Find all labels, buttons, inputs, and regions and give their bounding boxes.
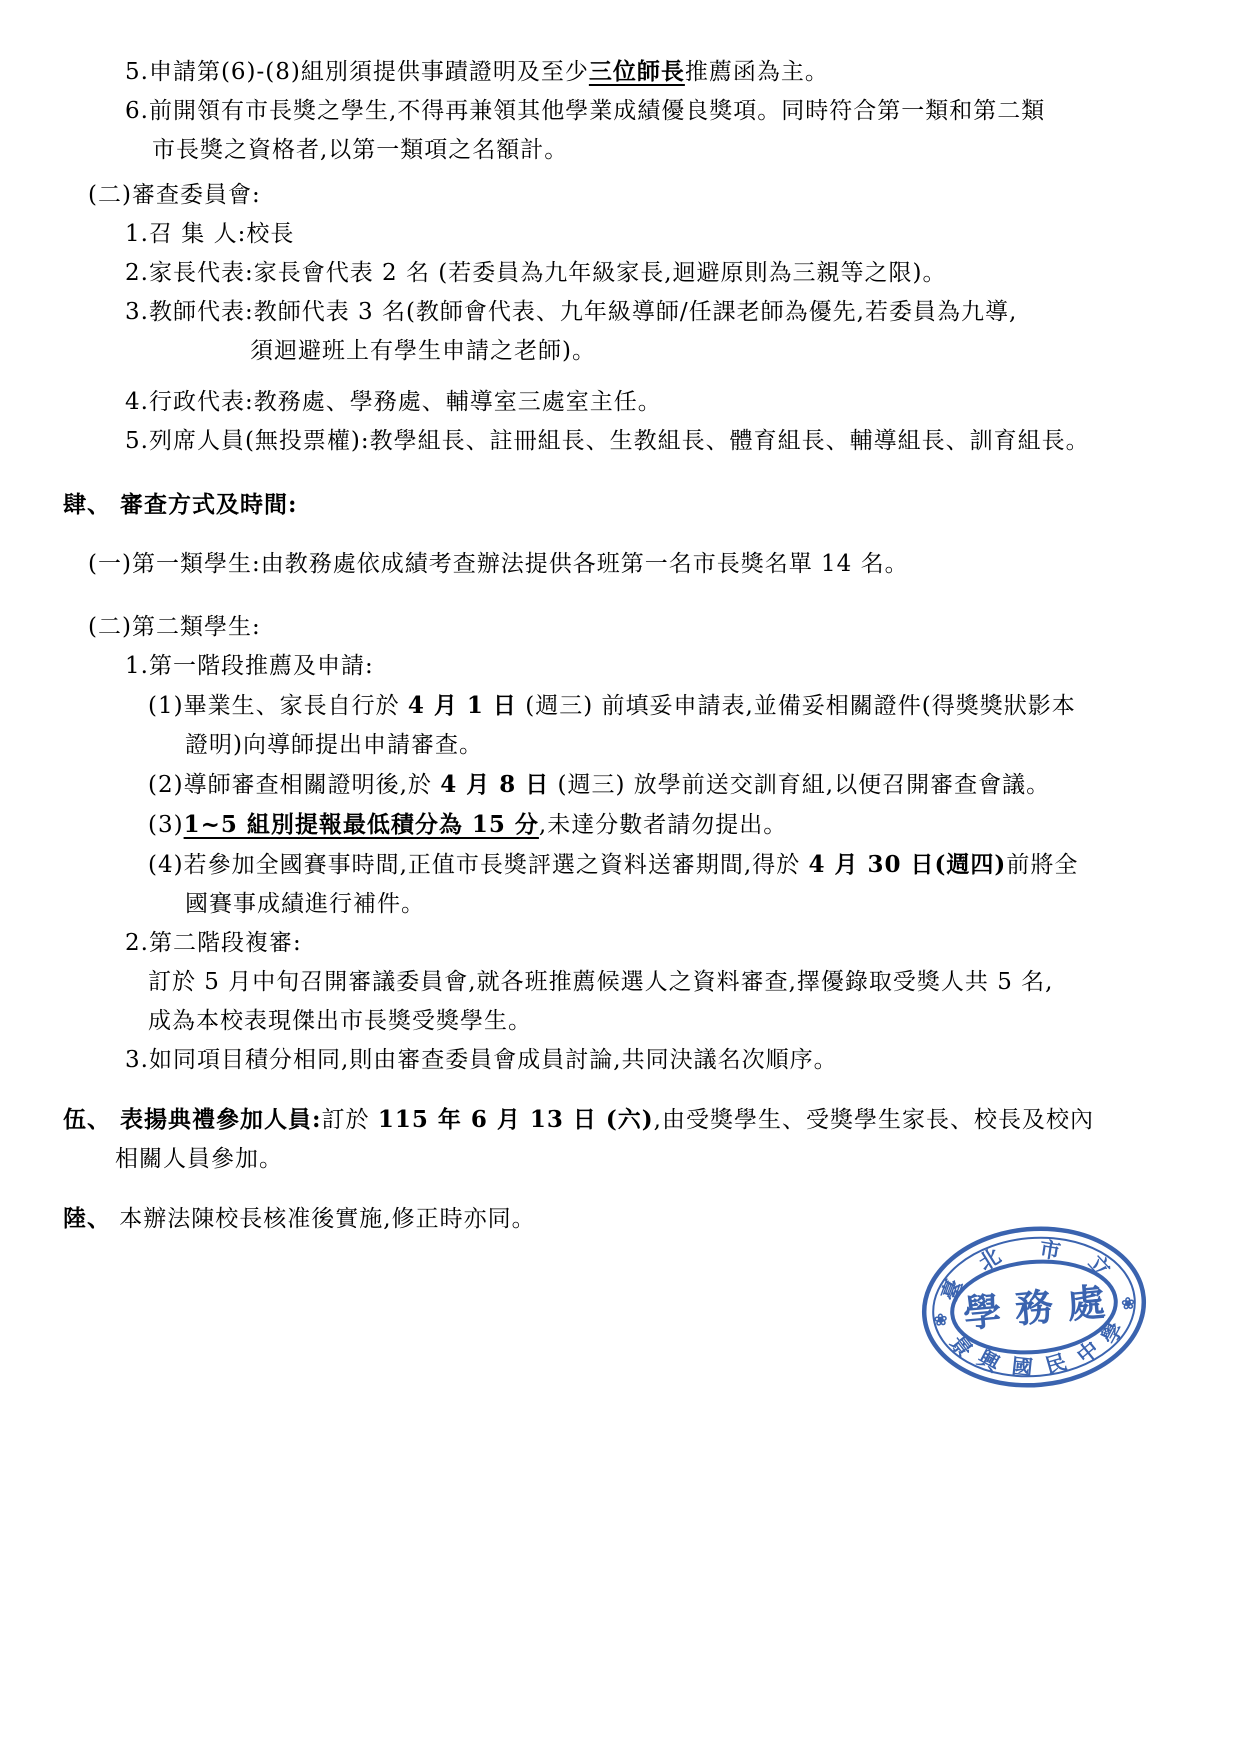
svg-text:市: 市 bbox=[1037, 1235, 1063, 1264]
svg-text:北: 北 bbox=[973, 1243, 1005, 1276]
date-text: 115 年 6 月 13 日 (六) bbox=[377, 1106, 654, 1133]
svg-text:興: 興 bbox=[973, 1344, 1005, 1377]
stage-2-detail-continuation bbox=[0, 1002, 1241, 1041]
text-segment: 本辦法陳校長核准後實施,修正時亦同。 bbox=[111, 1206, 536, 1232]
text-segment: 3.如同項目積分相同,則由審查委員會成員討論,共同決議名次順序。 bbox=[125, 1047, 838, 1073]
item-6-continuation bbox=[0, 131, 1241, 170]
stage1-item-1-continuation bbox=[0, 726, 1241, 765]
item-5 bbox=[0, 52, 1241, 92]
stage-1-heading bbox=[0, 647, 1241, 686]
committee-item-1 bbox=[0, 215, 1241, 254]
stage1-item-4-continuation bbox=[0, 885, 1241, 924]
text-segment: (週三) 前填妥申請表,並備妥相關證件(得獎獎狀影本 bbox=[516, 693, 1076, 719]
stage1-item-3 bbox=[0, 805, 1241, 845]
text-segment: 訂於 bbox=[321, 1107, 378, 1133]
flower-icon: ❀ bbox=[1120, 1293, 1136, 1314]
stage-2-heading bbox=[0, 924, 1241, 963]
stage1-item-4 bbox=[0, 845, 1241, 885]
section-4-heading bbox=[0, 485, 1241, 525]
text-segment: 3.教師代表:教師代表 3 名(教師會代表、九年級導師/任課老師為優先,若委員為九導, bbox=[125, 299, 1018, 325]
category-1-students bbox=[0, 545, 1241, 584]
section-5-ceremony-continuation bbox=[0, 1140, 1241, 1179]
text-segment: ,由受獎學生、受獎學生家長、校長及校內 bbox=[653, 1107, 1094, 1133]
heading-text: 肆、 審查方式及時間: bbox=[63, 491, 298, 518]
committee-item-3-continuation bbox=[0, 332, 1241, 371]
text-segment: (週三) 放學前送交訓育組,以便召開審查會議。 bbox=[549, 772, 1051, 798]
text-segment: 6.前開領有市長獎之學生,不得再兼領其他學業成績優良獎項。同時符合第一類和第二類 bbox=[125, 98, 1046, 124]
text-segment: 前將全 bbox=[1006, 852, 1079, 878]
text-segment: 證明)向導師提出申請審查。 bbox=[185, 732, 483, 758]
svg-text:立: 立 bbox=[1083, 1249, 1117, 1282]
text-segment: (二)第二類學生: bbox=[88, 614, 261, 640]
date-text: 4 月 8 日 bbox=[440, 771, 550, 798]
svg-text:務: 務 bbox=[1013, 1283, 1055, 1332]
highlighted-text: 三位師長 bbox=[588, 58, 685, 85]
date-text: 4 月 30 日(週四) bbox=[808, 851, 1007, 878]
stage1-item-2 bbox=[0, 765, 1241, 805]
stamp-center-text bbox=[961, 1279, 1106, 1336]
text-segment: (2)導師審查相關證明後,於 bbox=[148, 772, 441, 798]
stage1-item-1 bbox=[0, 686, 1241, 726]
committee-item-4 bbox=[0, 383, 1241, 422]
svg-text:民: 民 bbox=[1042, 1348, 1070, 1379]
committee-item-3 bbox=[0, 293, 1241, 332]
svg-text:臺: 臺 bbox=[936, 1275, 968, 1305]
text-segment: 5.列席人員(無投票權):教學組長、註冊組長、生教組長、體育組長、輔導組長、訓育組長。 bbox=[125, 428, 1090, 454]
text-segment: (4)若參加全國賽事時間,正值市長獎評選之資料送審期間,得於 bbox=[148, 852, 809, 878]
text-segment: 相關人員參加。 bbox=[115, 1146, 283, 1172]
text-segment: 5.申請第(6)-(8)組別須提供事蹟證明及至少 bbox=[125, 59, 589, 85]
text-segment: 訂於 5 月中旬召開審議委員會,就各班推薦候選人之資料審查,擇優錄取受獎人共 5 名, bbox=[148, 969, 1054, 995]
text-segment: 4.行政代表:教務處、學務處、輔導室三處室主任。 bbox=[125, 389, 662, 415]
tie-break-rule bbox=[0, 1041, 1241, 1080]
text-segment: 2.第二階段複審: bbox=[125, 930, 302, 956]
date-text: 4 月 1 日 bbox=[407, 692, 517, 719]
text-segment: ,未達分數者請勿提出。 bbox=[538, 812, 788, 838]
svg-text:學: 學 bbox=[1096, 1317, 1129, 1349]
text-segment: 須迴避班上有學生申請之老師)。 bbox=[250, 338, 596, 364]
committee-item-2 bbox=[0, 254, 1241, 293]
category-2-students-heading bbox=[0, 608, 1241, 647]
committee-heading bbox=[0, 176, 1241, 215]
heading-text: 陸、 bbox=[63, 1205, 111, 1232]
text-segment: 推薦函為主。 bbox=[684, 59, 829, 85]
svg-text:處: 處 bbox=[1064, 1278, 1107, 1328]
section-5-ceremony bbox=[0, 1100, 1241, 1140]
text-segment: 市長獎之資格者,以第一類項之名額計。 bbox=[152, 137, 569, 163]
svg-text:景: 景 bbox=[945, 1330, 978, 1363]
text-segment: (3) bbox=[148, 812, 184, 838]
text-segment: 成為本校表現傑出市長獎受獎學生。 bbox=[148, 1008, 532, 1034]
item-6 bbox=[0, 92, 1241, 131]
text-segment: 國賽事成績進行補件。 bbox=[185, 891, 425, 917]
text-segment: (一)第一類學生:由教務處依成績考查辦法提供各班第一名市長獎名單 14 名。 bbox=[88, 551, 909, 577]
flower-icon: ❀ bbox=[933, 1309, 949, 1330]
stamp-graphic bbox=[916, 1220, 1152, 1394]
committee-item-5 bbox=[0, 422, 1241, 461]
text-segment: (二)審查委員會: bbox=[88, 182, 261, 208]
heading-text: 伍、 表揚典禮參加人員: bbox=[63, 1106, 322, 1133]
highlighted-text: 1~5 組別提報最低積分為 15 分 bbox=[183, 811, 539, 838]
svg-text:國: 國 bbox=[1010, 1353, 1035, 1381]
svg-text:中: 中 bbox=[1071, 1335, 1104, 1369]
school-stamp bbox=[916, 1220, 1152, 1394]
stage-2-detail bbox=[0, 963, 1241, 1002]
text-segment: 1.召 集 人:校長 bbox=[125, 221, 295, 247]
text-segment: 2.家長代表:家長會代表 2 名 (若委員為九年級家長,迴避原則為三親等之限)。 bbox=[125, 260, 947, 286]
text-segment: (1)畢業生、家長自行於 bbox=[148, 693, 408, 719]
text-segment: 1.第一階段推薦及申請: bbox=[125, 653, 374, 679]
svg-text:學: 學 bbox=[961, 1287, 1004, 1337]
